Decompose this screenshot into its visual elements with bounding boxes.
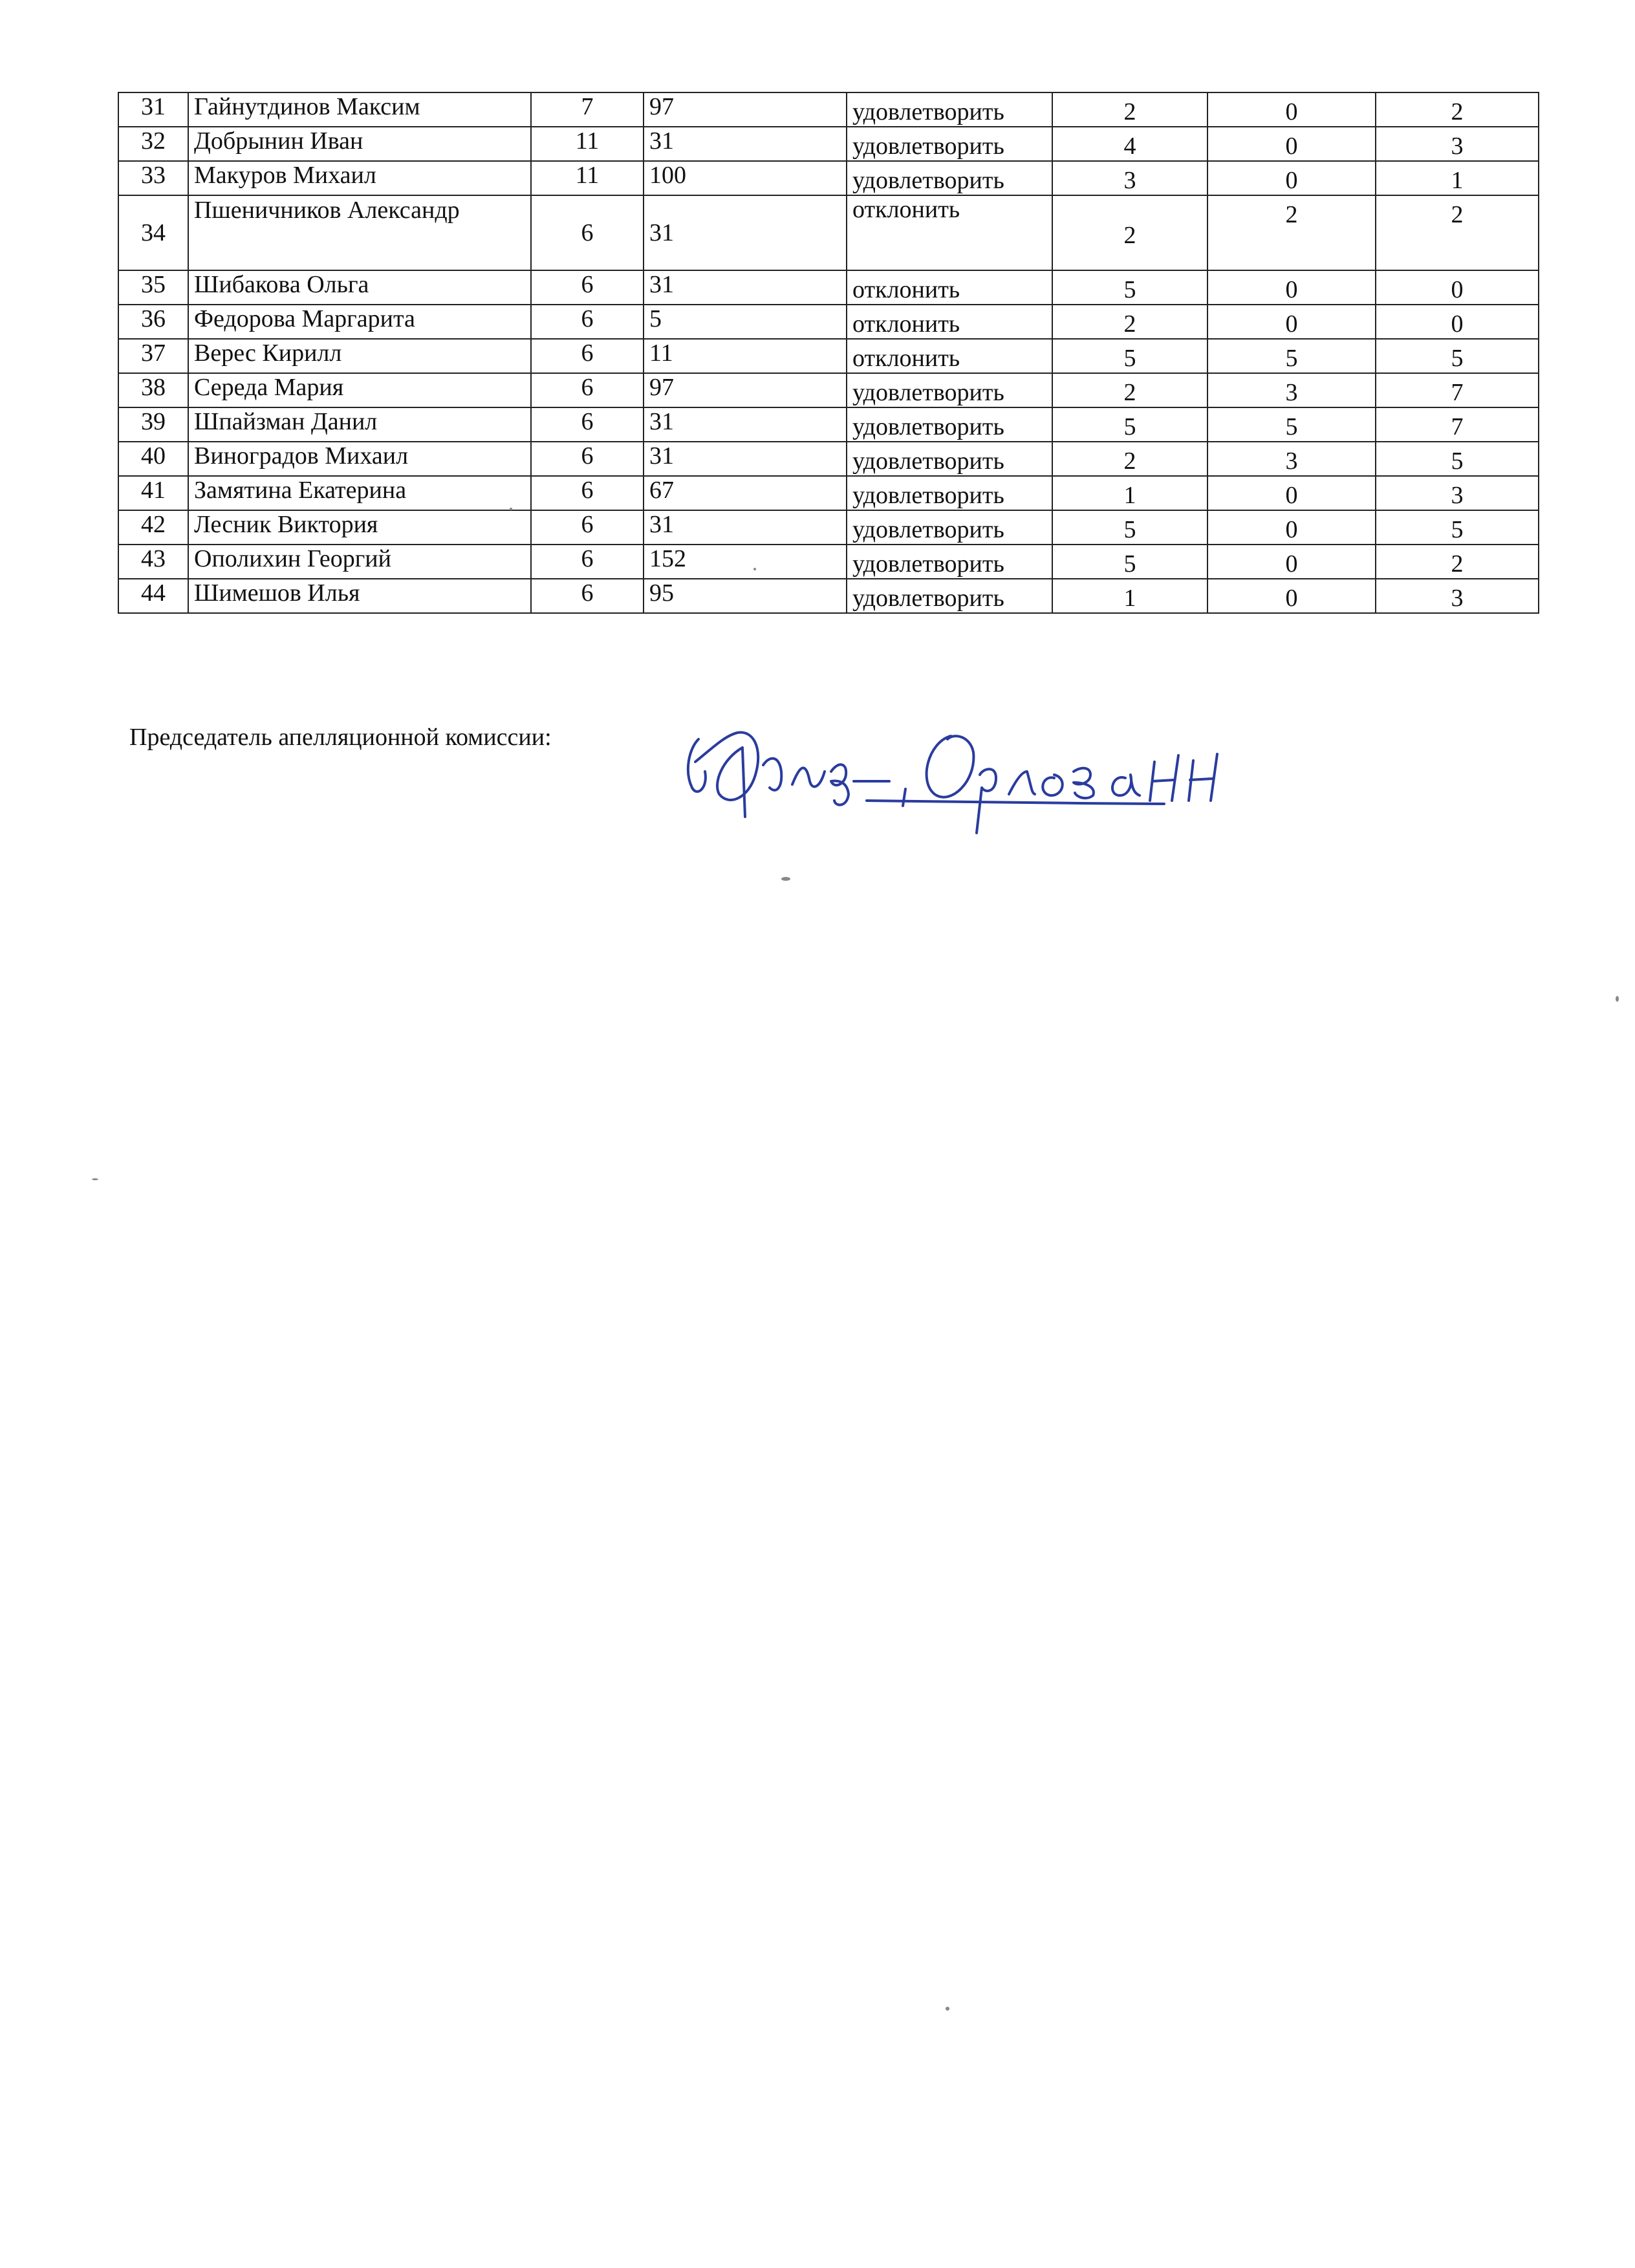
code-cell (644, 161, 847, 195)
table-row (118, 127, 1539, 161)
score-cell-3-text: 3 (1451, 585, 1464, 612)
score-cell-2-text: 2 (1285, 201, 1298, 228)
grade-cell-text: 7 (581, 93, 594, 120)
decision-cell-text: удовлетворить (852, 133, 1004, 160)
score-cell-2-text: 0 (1285, 550, 1298, 578)
grade-cell (531, 510, 644, 545)
score-cell-2 (1207, 339, 1376, 373)
student-name-cell (188, 510, 531, 545)
decision-cell (847, 305, 1052, 339)
table-row (118, 545, 1539, 579)
score-cell-1-text: 5 (1123, 550, 1136, 578)
table-row (118, 161, 1539, 195)
grade-cell-text: 6 (581, 374, 594, 401)
grade-cell-text: 6 (581, 545, 594, 572)
score-cell-1 (1052, 92, 1207, 127)
decision-cell-text: отклонить (852, 276, 960, 303)
score-cell-1 (1052, 407, 1207, 442)
score-cell-2-text: 0 (1285, 133, 1298, 160)
score-cell-3-text: 7 (1451, 413, 1464, 440)
signature-drawing (673, 710, 1255, 839)
score-cell-2 (1207, 127, 1376, 161)
code-cell-text: 100 (649, 162, 686, 189)
score-cell-3 (1376, 339, 1539, 373)
grade-cell-text: 6 (581, 219, 594, 246)
row-number-cell-text: 37 (141, 340, 166, 367)
decision-cell-text: отклонить (852, 345, 960, 372)
student-name-cell (188, 305, 531, 339)
scan-speck (510, 508, 512, 510)
score-cell-2-text: 0 (1285, 276, 1298, 303)
decision-cell (847, 407, 1052, 442)
score-cell-3-text: 2 (1451, 201, 1464, 228)
decision-cell (847, 195, 1052, 270)
row-number-cell (118, 161, 188, 195)
score-cell-3 (1376, 92, 1539, 127)
score-cell-2-text: 0 (1285, 310, 1298, 338)
score-cell-2-text: 0 (1285, 585, 1298, 612)
decision-cell-text: удовлетворить (852, 550, 1004, 578)
table-body (118, 92, 1539, 613)
grade-cell (531, 545, 644, 579)
score-cell-3-text: 3 (1451, 482, 1464, 509)
handwritten-signature (673, 710, 1255, 839)
grade-cell (531, 270, 644, 305)
score-cell-2 (1207, 161, 1376, 195)
code-cell-text: 31 (649, 408, 674, 435)
decision-cell (847, 545, 1052, 579)
scan-speck (92, 1178, 98, 1180)
row-number-cell (118, 476, 188, 510)
score-cell-3 (1376, 442, 1539, 476)
score-cell-1-text: 2 (1123, 379, 1136, 406)
score-cell-1-text: 5 (1123, 516, 1136, 543)
student-name-cell-text: Лесник Виктория (194, 511, 378, 538)
score-cell-1 (1052, 270, 1207, 305)
decision-cell (847, 442, 1052, 476)
score-cell-1 (1052, 161, 1207, 195)
table-row (118, 195, 1539, 270)
score-cell-3 (1376, 195, 1539, 270)
code-cell-text: 152 (649, 545, 686, 572)
score-cell-3 (1376, 161, 1539, 195)
score-cell-2-text: 3 (1285, 448, 1298, 475)
student-name-cell-text: Федорова Маргарита (194, 305, 415, 332)
row-number-cell-text: 36 (141, 305, 166, 332)
score-cell-3-text: 2 (1451, 550, 1464, 578)
decision-cell (847, 476, 1052, 510)
score-cell-3 (1376, 373, 1539, 407)
student-name-cell-text: Верес Кирилл (194, 340, 342, 367)
score-cell-2 (1207, 442, 1376, 476)
row-number-cell-text: 35 (141, 271, 166, 298)
score-cell-3-text: 2 (1451, 98, 1464, 125)
score-cell-2-text: 0 (1285, 482, 1298, 509)
scan-speck (1616, 996, 1619, 1002)
score-cell-1-text: 5 (1123, 276, 1136, 303)
score-cell-3 (1376, 127, 1539, 161)
code-cell-text: 67 (649, 477, 674, 504)
student-name-cell (188, 161, 531, 195)
grade-cell (531, 161, 644, 195)
row-number-cell-text: 31 (141, 93, 166, 120)
code-cell (644, 270, 847, 305)
score-cell-3 (1376, 545, 1539, 579)
row-number-cell (118, 579, 188, 613)
score-cell-1 (1052, 373, 1207, 407)
grade-cell (531, 442, 644, 476)
row-number-cell (118, 339, 188, 373)
student-name-cell (188, 476, 531, 510)
decision-cell-text: отклонить (852, 310, 960, 338)
score-cell-1-text: 3 (1123, 167, 1136, 194)
code-cell-text: 31 (649, 442, 674, 470)
table-row (118, 510, 1539, 545)
row-number-cell (118, 127, 188, 161)
score-cell-2 (1207, 545, 1376, 579)
student-name-cell-text: Середа Мария (194, 374, 344, 401)
student-name-cell-text: Виноградов Михаил (194, 442, 409, 470)
row-number-cell-text: 38 (141, 374, 166, 401)
score-cell-1 (1052, 305, 1207, 339)
score-cell-2-text: 0 (1285, 167, 1298, 194)
student-name-cell-text: Гайнутдинов Максим (194, 93, 420, 120)
code-cell-text: 31 (649, 127, 674, 155)
row-number-cell (118, 195, 188, 270)
student-name-cell-text: Шимешов Илья (194, 579, 360, 607)
score-cell-2-text: 0 (1285, 98, 1298, 125)
grade-cell (531, 339, 644, 373)
table-row (118, 305, 1539, 339)
grade-cell (531, 195, 644, 270)
table-row (118, 339, 1539, 373)
decision-cell-text: отклонить (852, 196, 960, 223)
student-name-cell (188, 127, 531, 161)
score-cell-2-text: 5 (1285, 345, 1298, 372)
score-cell-2 (1207, 476, 1376, 510)
code-cell (644, 442, 847, 476)
score-cell-2 (1207, 270, 1376, 305)
score-cell-1-text: 2 (1123, 448, 1136, 475)
decision-cell (847, 92, 1052, 127)
grade-cell-text: 6 (581, 442, 594, 470)
score-cell-3 (1376, 510, 1539, 545)
row-number-cell-text: 32 (141, 127, 166, 155)
row-number-cell (118, 510, 188, 545)
score-cell-1 (1052, 510, 1207, 545)
row-number-cell-text: 41 (141, 477, 166, 504)
score-cell-1 (1052, 545, 1207, 579)
decision-cell-text: удовлетворить (852, 448, 1004, 475)
grade-cell-text: 6 (581, 511, 594, 538)
score-cell-3-text: 5 (1451, 516, 1464, 543)
grade-cell-text: 11 (575, 162, 600, 189)
grade-cell (531, 407, 644, 442)
grade-cell-text: 6 (581, 271, 594, 298)
table-row (118, 476, 1539, 510)
student-name-cell-text: Пшеничников Александр (194, 197, 460, 224)
score-cell-1 (1052, 476, 1207, 510)
score-cell-3-text: 1 (1451, 167, 1464, 194)
score-cell-1 (1052, 127, 1207, 161)
code-cell-text: 11 (649, 340, 673, 367)
grade-cell-text: 6 (581, 305, 594, 332)
student-name-cell-text: Ополихин Георгий (194, 545, 391, 572)
score-cell-1-text: 4 (1123, 133, 1136, 160)
row-number-cell-text: 34 (141, 219, 166, 246)
decision-cell (847, 270, 1052, 305)
table-row (118, 270, 1539, 305)
row-number-cell-text: 40 (141, 442, 166, 470)
code-cell (644, 127, 847, 161)
score-cell-3-text: 0 (1451, 276, 1464, 303)
grade-cell-text: 6 (581, 408, 594, 435)
table-row (118, 407, 1539, 442)
score-cell-3 (1376, 270, 1539, 305)
row-number-cell-text: 43 (141, 545, 166, 572)
score-cell-2 (1207, 510, 1376, 545)
score-cell-2 (1207, 579, 1376, 613)
score-cell-1-text: 1 (1123, 585, 1136, 612)
row-number-cell-text: 33 (141, 162, 166, 189)
score-cell-1-text: 2 (1123, 310, 1136, 338)
grade-cell (531, 579, 644, 613)
score-cell-2 (1207, 373, 1376, 407)
student-name-cell (188, 373, 531, 407)
student-name-cell-text: Шпайзман Данил (194, 408, 378, 435)
student-name-cell (188, 339, 531, 373)
chairman-label: Председатель апелляционной комиссии: (129, 724, 552, 751)
decision-cell-text: удовлетворить (852, 516, 1004, 543)
appeals-table (118, 92, 1539, 614)
code-cell (644, 92, 847, 127)
code-cell (644, 476, 847, 510)
score-cell-1 (1052, 195, 1207, 270)
table-row (118, 92, 1539, 127)
score-cell-1-text: 1 (1123, 482, 1136, 509)
grade-cell-text: 6 (581, 477, 594, 504)
score-cell-3 (1376, 305, 1539, 339)
row-number-cell (118, 305, 188, 339)
score-cell-3 (1376, 407, 1539, 442)
student-name-cell (188, 270, 531, 305)
row-number-cell-text: 44 (141, 579, 166, 607)
score-cell-2-text: 0 (1285, 516, 1298, 543)
score-cell-2 (1207, 407, 1376, 442)
decision-cell-text: удовлетворить (852, 98, 1004, 125)
grade-cell-text: 6 (581, 340, 594, 367)
code-cell (644, 545, 847, 579)
code-cell (644, 510, 847, 545)
grade-cell (531, 373, 644, 407)
grade-cell-text: 6 (581, 579, 594, 607)
score-cell-2 (1207, 92, 1376, 127)
score-cell-3-text: 0 (1451, 310, 1464, 338)
score-cell-3-text: 5 (1451, 448, 1464, 475)
decision-cell (847, 510, 1052, 545)
score-cell-3-text: 5 (1451, 345, 1464, 372)
decision-cell (847, 127, 1052, 161)
score-cell-3-text: 7 (1451, 379, 1464, 406)
score-cell-2-text: 3 (1285, 379, 1298, 406)
score-cell-2-text: 5 (1285, 413, 1298, 440)
score-cell-1-text: 2 (1123, 222, 1136, 249)
table-row (118, 442, 1539, 476)
decision-cell (847, 579, 1052, 613)
row-number-cell (118, 270, 188, 305)
scan-speck (946, 2007, 949, 2011)
code-cell-text: 31 (649, 511, 674, 538)
code-cell (644, 339, 847, 373)
student-name-cell (188, 92, 531, 127)
score-cell-1-text: 5 (1123, 413, 1136, 440)
row-number-cell (118, 407, 188, 442)
row-number-cell-text: 39 (141, 408, 166, 435)
table-row (118, 579, 1539, 613)
grade-cell (531, 92, 644, 127)
grade-cell (531, 305, 644, 339)
decision-cell-text: удовлетворить (852, 379, 1004, 406)
decision-cell (847, 373, 1052, 407)
student-name-cell (188, 442, 531, 476)
code-cell (644, 407, 847, 442)
score-cell-3 (1376, 476, 1539, 510)
code-cell-text: 95 (649, 579, 674, 607)
code-cell (644, 579, 847, 613)
row-number-cell (118, 442, 188, 476)
score-cell-3-text: 3 (1451, 133, 1464, 160)
score-cell-1 (1052, 579, 1207, 613)
row-number-cell (118, 373, 188, 407)
code-cell (644, 195, 847, 270)
scan-speck (753, 568, 756, 570)
score-cell-1-text: 5 (1123, 345, 1136, 372)
code-cell (644, 373, 847, 407)
score-cell-3 (1376, 579, 1539, 613)
decision-cell-text: удовлетворить (852, 585, 1004, 612)
student-name-cell-text: Добрынин Иван (194, 127, 363, 155)
row-number-cell-text: 42 (141, 511, 166, 538)
student-name-cell (188, 545, 531, 579)
scan-speck (781, 877, 790, 881)
decision-cell-text: удовлетворить (852, 482, 1004, 509)
decision-cell-text: удовлетворить (852, 413, 1004, 440)
code-cell-text: 97 (649, 93, 674, 120)
row-number-cell (118, 545, 188, 579)
grade-cell (531, 476, 644, 510)
student-name-cell (188, 195, 531, 270)
code-cell (644, 305, 847, 339)
decision-cell-text: удовлетворить (852, 167, 1004, 194)
row-number-cell (118, 92, 188, 127)
score-cell-2 (1207, 305, 1376, 339)
decision-cell (847, 161, 1052, 195)
code-cell-text: 31 (649, 219, 674, 246)
student-name-cell-text: Макуров Михаил (194, 162, 376, 189)
code-cell-text: 97 (649, 374, 674, 401)
score-cell-1 (1052, 339, 1207, 373)
decision-cell (847, 339, 1052, 373)
grade-cell-text: 11 (575, 127, 600, 155)
student-name-cell (188, 407, 531, 442)
score-cell-1-text: 2 (1123, 98, 1136, 125)
score-cell-2 (1207, 195, 1376, 270)
grade-cell (531, 127, 644, 161)
table-row (118, 373, 1539, 407)
student-name-cell (188, 579, 531, 613)
score-cell-1 (1052, 442, 1207, 476)
student-name-cell-text: Шибакова Ольга (194, 271, 369, 298)
student-name-cell-text: Замятина Екатерина (194, 477, 407, 504)
code-cell-text: 5 (649, 305, 662, 332)
code-cell-text: 31 (649, 271, 674, 298)
